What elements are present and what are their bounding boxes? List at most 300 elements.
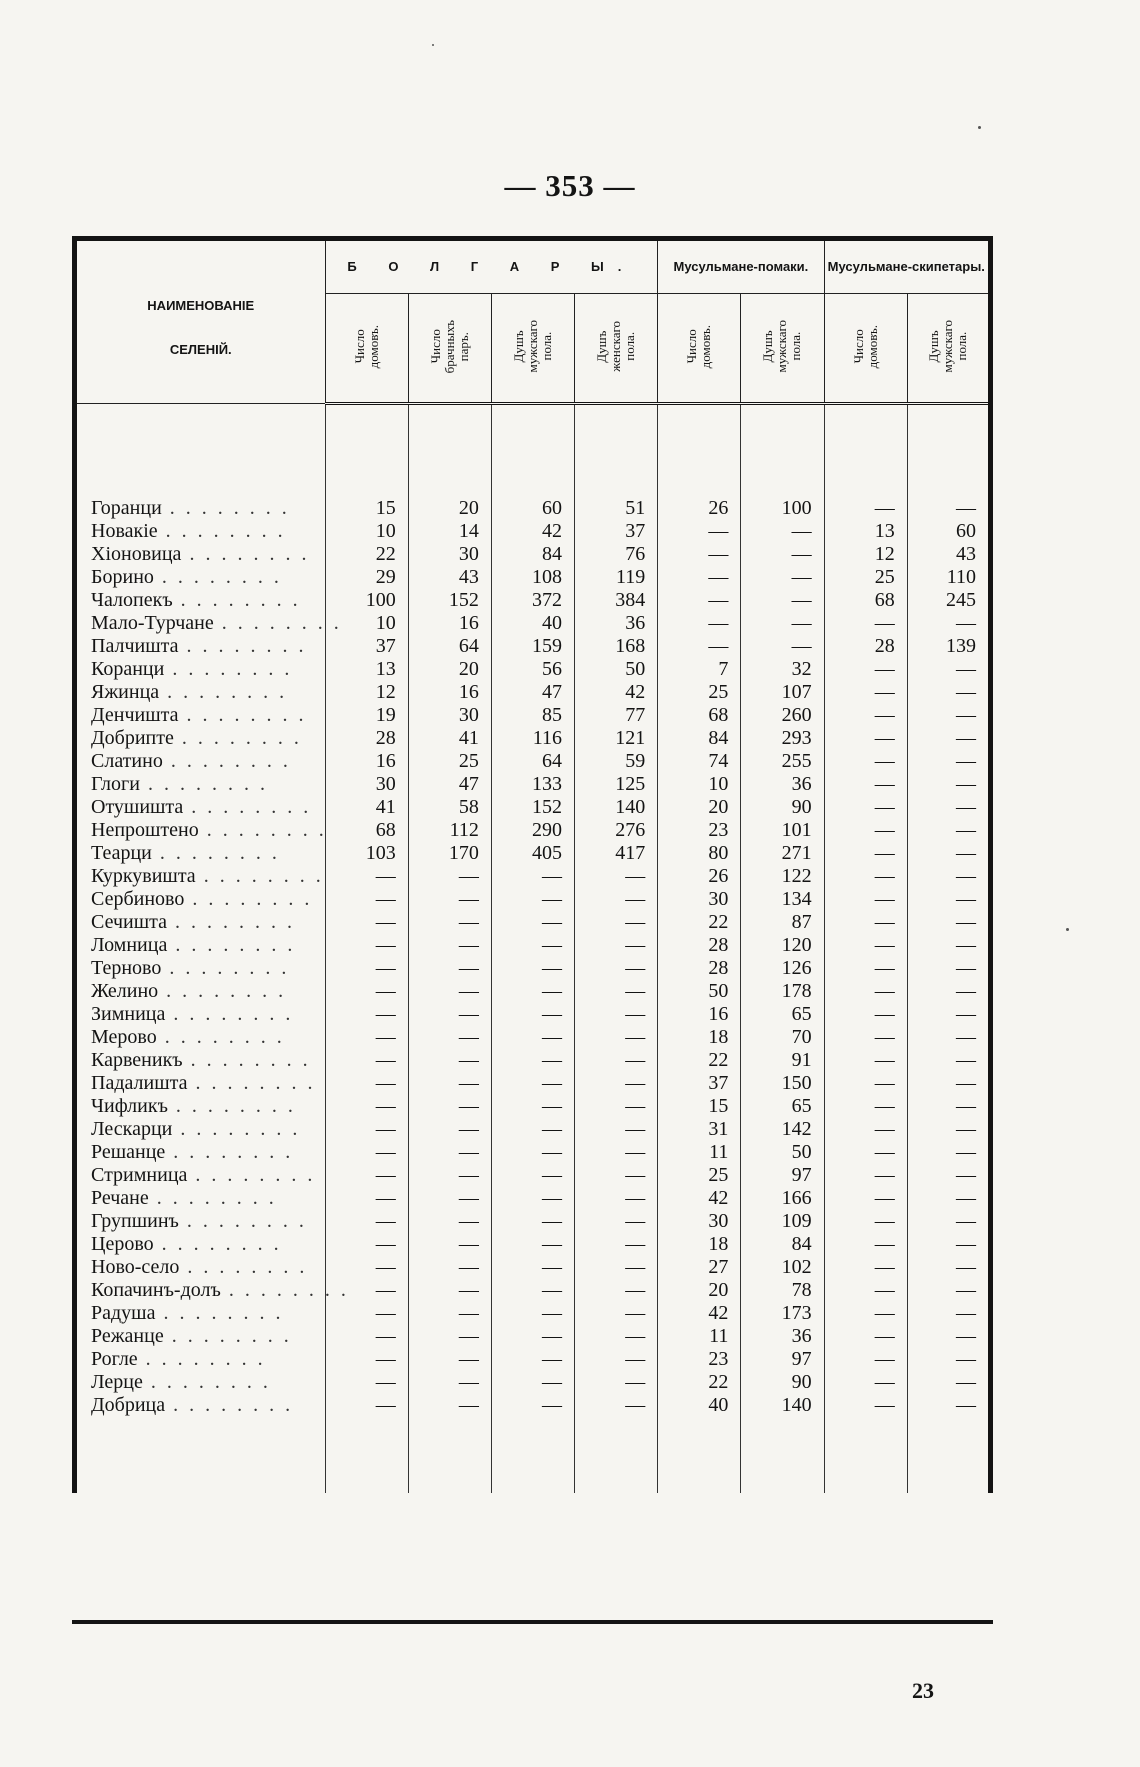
village-name-cell (75, 865, 326, 888)
value-cell: — (575, 1118, 658, 1141)
value-cell: 97 (741, 1348, 824, 1371)
leader-dots: . . . . . . . . (198, 819, 327, 841)
table-row (75, 612, 991, 635)
value-cell: — (325, 1302, 408, 1325)
value-cell: — (907, 865, 990, 888)
value-cell: 290 (491, 819, 574, 842)
value-cell: — (408, 911, 491, 934)
subcol-header (575, 294, 658, 404)
value-cell: 18 (658, 1233, 741, 1256)
village-name: Мерово (91, 1026, 157, 1048)
table-row (75, 681, 991, 704)
village-name-cell (75, 819, 326, 842)
leader-dots: . . . . . . . . (167, 1095, 296, 1117)
village-name-cell (75, 1210, 326, 1233)
value-cell: 152 (491, 796, 574, 819)
value-cell: — (408, 1049, 491, 1072)
value-cell: — (575, 1003, 658, 1026)
value-cell: — (907, 497, 990, 520)
table-row (75, 497, 991, 520)
leader-dots: . . . . . . . . (173, 727, 302, 749)
value-cell: — (408, 1394, 491, 1417)
value-cell: — (907, 1256, 990, 1279)
value-cell: — (408, 957, 491, 980)
value-cell: — (824, 934, 907, 957)
value-cell: 140 (575, 796, 658, 819)
spacer-cell (907, 404, 990, 498)
village-name: Палчишта (91, 635, 179, 657)
value-cell: — (408, 1118, 491, 1141)
value-cell: — (907, 1003, 990, 1026)
value-cell: 11 (658, 1141, 741, 1164)
table-row (75, 1279, 991, 1302)
value-cell: — (491, 1325, 574, 1348)
value-cell: — (325, 1233, 408, 1256)
table-row (75, 865, 991, 888)
value-cell: 31 (658, 1118, 741, 1141)
value-cell: 18 (658, 1026, 741, 1049)
value-cell: — (491, 1394, 574, 1417)
value-cell: 152 (408, 589, 491, 612)
value-cell: — (824, 1049, 907, 1072)
value-cell: — (325, 1256, 408, 1279)
value-cell: 32 (741, 658, 824, 681)
value-cell: — (491, 1095, 574, 1118)
value-cell: 13 (325, 658, 408, 681)
value-cell: 30 (658, 888, 741, 911)
value-cell: 47 (408, 773, 491, 796)
village-name-cell (75, 796, 326, 819)
value-cell: 372 (491, 589, 574, 612)
value-cell: 22 (658, 1371, 741, 1394)
village-name-cell (75, 1233, 326, 1256)
value-cell: — (575, 1049, 658, 1072)
village-name-cell (75, 911, 326, 934)
value-cell: 40 (491, 612, 574, 635)
value-cell: 28 (658, 957, 741, 980)
value-cell: — (575, 1279, 658, 1302)
spacer-row (75, 1417, 991, 1493)
value-cell: 90 (741, 1371, 824, 1394)
value-cell: — (575, 1302, 658, 1325)
value-cell: — (325, 1003, 408, 1026)
village-name: Терново (91, 957, 162, 979)
value-cell: 50 (741, 1141, 824, 1164)
leader-dots: . . . . . . . . (165, 1141, 294, 1163)
village-name: Режанце (91, 1325, 164, 1347)
leader-dots: . . . . . . . . (187, 1072, 316, 1094)
value-cell: 13 (824, 520, 907, 543)
table-row (75, 888, 991, 911)
village-name: Куркувишта (91, 865, 196, 887)
value-cell: 168 (575, 635, 658, 658)
value-cell: — (907, 1049, 990, 1072)
leader-dots: . . . . . . . . (164, 658, 293, 680)
value-cell: 64 (491, 750, 574, 773)
value-cell: 109 (741, 1210, 824, 1233)
value-cell: 36 (575, 612, 658, 635)
value-cell: — (658, 520, 741, 543)
value-cell: — (408, 934, 491, 957)
value-cell: — (907, 1026, 990, 1049)
value-cell: — (741, 520, 824, 543)
value-cell: 50 (575, 658, 658, 681)
spacer-cell (325, 404, 408, 498)
value-cell: 25 (824, 566, 907, 589)
value-cell: 15 (325, 497, 408, 520)
value-cell: 260 (741, 704, 824, 727)
value-cell: 16 (658, 1003, 741, 1026)
table-row (75, 1187, 991, 1210)
value-cell: — (824, 1325, 907, 1348)
value-cell: 42 (491, 520, 574, 543)
value-cell: — (325, 1210, 408, 1233)
value-cell: — (824, 911, 907, 934)
village-name: Глоги (91, 773, 140, 795)
value-cell: — (907, 773, 990, 796)
value-cell: — (408, 1026, 491, 1049)
value-cell: — (408, 1348, 491, 1371)
table-row (75, 934, 991, 957)
value-cell: — (325, 1279, 408, 1302)
leader-dots: . . . . . . . . (182, 1049, 311, 1071)
leader-dots: . . . . . . . . (165, 1394, 294, 1416)
leader-dots: . . . . . . . . (195, 865, 324, 887)
village-name: Ново-село (91, 1256, 180, 1278)
leader-dots: . . . . . . . . (172, 1118, 301, 1140)
value-cell: — (491, 1003, 574, 1026)
table-row (75, 589, 991, 612)
value-cell: 417 (575, 842, 658, 865)
value-cell: 140 (741, 1394, 824, 1417)
value-cell: — (408, 1095, 491, 1118)
value-cell: — (907, 1371, 990, 1394)
value-cell: 22 (658, 911, 741, 934)
value-cell: 16 (408, 681, 491, 704)
value-cell: — (907, 1325, 990, 1348)
table-row (75, 1049, 991, 1072)
value-cell: — (491, 888, 574, 911)
value-cell: — (658, 589, 741, 612)
village-name: Чифликъ (91, 1095, 168, 1117)
village-name-cell (75, 589, 326, 612)
value-cell: — (741, 543, 824, 566)
village-name-header-line2: СЕЛЕНІЙ. (169, 342, 232, 357)
subcol-header (491, 294, 574, 404)
value-cell: — (824, 1003, 907, 1026)
leader-dots: . . . . . . . . (148, 1187, 277, 1209)
village-name-cell (75, 1026, 326, 1049)
value-cell: — (907, 1164, 990, 1187)
value-cell: — (824, 957, 907, 980)
value-cell: — (575, 1095, 658, 1118)
village-name: Ломница (91, 934, 168, 956)
value-cell: 36 (741, 1325, 824, 1348)
value-cell: — (408, 980, 491, 1003)
value-cell: — (907, 1233, 990, 1256)
value-cell: 12 (824, 543, 907, 566)
value-cell: — (408, 1164, 491, 1187)
value-cell: 100 (325, 589, 408, 612)
value-cell: 70 (741, 1026, 824, 1049)
village-name-cell (75, 704, 326, 727)
value-cell: — (824, 1210, 907, 1233)
village-name: Сечишта (91, 911, 167, 933)
value-cell: — (491, 934, 574, 957)
subcol-header-text: Душъ мужскаго пола. (925, 320, 969, 373)
value-cell: — (491, 1279, 574, 1302)
village-name: Денчишта (91, 704, 179, 726)
spacer-cell (575, 404, 658, 498)
group-header-bulgarians: Б О Л Г А Р Ы. (325, 239, 658, 294)
value-cell: — (824, 980, 907, 1003)
value-cell: — (741, 589, 824, 612)
value-cell: — (325, 1141, 408, 1164)
village-name: Карвеникъ (91, 1049, 183, 1071)
village-name: Коранци (91, 658, 165, 680)
value-cell: — (491, 980, 574, 1003)
value-cell: — (408, 1141, 491, 1164)
subcol-header (741, 294, 824, 404)
value-cell: — (907, 704, 990, 727)
leader-dots: . . . . . . . . (161, 957, 290, 979)
value-cell: 23 (658, 1348, 741, 1371)
value-cell: — (907, 658, 990, 681)
leader-dots: . . . . . . . . (181, 543, 310, 565)
leader-dots: . . . . . . . . (153, 1233, 282, 1255)
village-name: Горанци (91, 497, 162, 519)
value-cell: — (491, 1072, 574, 1095)
value-cell: 7 (658, 658, 741, 681)
subcol-header-text: Число брачныхъ паръ. (427, 319, 471, 374)
value-cell: — (907, 1072, 990, 1095)
table-row (75, 957, 991, 980)
leader-dots: . . . . . . . . (167, 911, 295, 933)
value-cell: 121 (575, 727, 658, 750)
value-cell: — (824, 842, 907, 865)
value-cell: — (907, 1394, 990, 1417)
village-name-cell (75, 750, 326, 773)
value-cell: — (575, 1210, 658, 1233)
value-cell: 116 (491, 727, 574, 750)
value-cell: 101 (741, 819, 824, 842)
village-name-cell (75, 980, 326, 1003)
village-name: Стримница (91, 1164, 188, 1186)
value-cell: 27 (658, 1256, 741, 1279)
value-cell: — (325, 1095, 408, 1118)
village-name: Добрипте (91, 727, 174, 749)
spacer-cell (741, 404, 824, 498)
value-cell: — (408, 1072, 491, 1095)
value-cell: — (824, 727, 907, 750)
spacer-cell (75, 1417, 326, 1493)
leader-dots: . . . . . . . . (151, 842, 280, 864)
value-cell: — (824, 1348, 907, 1371)
subcol-header (907, 294, 990, 404)
value-cell: 150 (741, 1072, 824, 1095)
value-cell: — (325, 1394, 408, 1417)
table-row (75, 1026, 991, 1049)
value-cell: — (408, 1302, 491, 1325)
value-cell: — (408, 1371, 491, 1394)
leader-dots: . . . . . . . . (162, 750, 291, 772)
value-cell: 41 (325, 796, 408, 819)
village-name-cell (75, 1394, 326, 1417)
value-cell: 100 (741, 497, 824, 520)
subcol-header (325, 294, 408, 404)
value-cell: — (824, 1302, 907, 1325)
value-cell: — (491, 1026, 574, 1049)
value-cell: 74 (658, 750, 741, 773)
value-cell: — (824, 773, 907, 796)
village-name-cell (75, 681, 326, 704)
value-cell: 166 (741, 1187, 824, 1210)
value-cell: — (824, 1164, 907, 1187)
value-cell: — (325, 934, 408, 957)
table-row (75, 1394, 991, 1417)
village-name: Зимница (91, 1003, 166, 1025)
leader-dots: . . . . . . . . (178, 635, 307, 657)
value-cell: — (491, 1233, 574, 1256)
village-name-cell (75, 1049, 326, 1072)
value-cell: 68 (325, 819, 408, 842)
value-cell: — (824, 1394, 907, 1417)
village-name: Чалопекъ (91, 589, 173, 611)
value-cell: 10 (325, 520, 408, 543)
village-name: Непроштено (91, 819, 199, 841)
table-row (75, 704, 991, 727)
village-name-cell (75, 543, 326, 566)
value-cell: — (325, 1187, 408, 1210)
value-cell: 12 (325, 681, 408, 704)
table-row (75, 911, 991, 934)
value-cell: — (741, 566, 824, 589)
value-cell: 103 (325, 842, 408, 865)
value-cell: 37 (575, 520, 658, 543)
value-cell: — (491, 1187, 574, 1210)
village-name-cell (75, 1256, 326, 1279)
value-cell: 84 (658, 727, 741, 750)
value-cell: — (408, 1233, 491, 1256)
leader-dots: . . . . . . . . (213, 612, 342, 634)
value-cell: 41 (408, 727, 491, 750)
village-name-cell (75, 1279, 349, 1302)
value-cell: — (824, 1095, 907, 1118)
value-cell: 26 (658, 497, 741, 520)
village-name: Групшинъ (91, 1210, 179, 1232)
value-cell: — (741, 635, 824, 658)
value-cell: 26 (658, 865, 741, 888)
value-cell: — (575, 1371, 658, 1394)
value-cell: — (907, 796, 990, 819)
table-row (75, 658, 991, 681)
value-cell: 42 (658, 1302, 741, 1325)
value-cell: 58 (408, 796, 491, 819)
table-row (75, 1371, 991, 1394)
value-cell: 11 (658, 1325, 741, 1348)
value-cell: — (575, 1233, 658, 1256)
village-name-cell (75, 934, 326, 957)
value-cell: — (824, 1118, 907, 1141)
value-cell: — (741, 612, 824, 635)
value-cell: — (824, 658, 907, 681)
value-cell: 10 (325, 612, 408, 635)
value-cell: 405 (491, 842, 574, 865)
value-cell: — (824, 1279, 907, 1302)
value-cell: 60 (907, 520, 990, 543)
value-cell: 28 (325, 727, 408, 750)
value-cell: — (824, 888, 907, 911)
value-cell: — (575, 911, 658, 934)
value-cell: 37 (325, 635, 408, 658)
subcol-header-text: Душъ мужскаго пола. (760, 320, 804, 373)
group-header-skipetars: Мусульмане-скипетары. (824, 239, 990, 294)
value-cell: — (658, 635, 741, 658)
value-cell: 133 (491, 773, 574, 796)
value-cell: 40 (658, 1394, 741, 1417)
settlements-table-wrapper (72, 236, 993, 1623)
value-cell: 77 (575, 704, 658, 727)
village-name: Рогле (91, 1348, 138, 1370)
value-cell: — (907, 1348, 990, 1371)
table-row (75, 842, 991, 865)
value-cell: — (575, 1072, 658, 1095)
value-cell: 60 (491, 497, 574, 520)
value-cell: — (408, 1256, 491, 1279)
value-cell: — (907, 1187, 990, 1210)
value-cell: 20 (658, 796, 741, 819)
table-row (75, 819, 991, 842)
village-name-cell (75, 1164, 326, 1187)
value-cell: — (325, 1049, 408, 1072)
spacer-cell (491, 404, 574, 498)
value-cell: 126 (741, 957, 824, 980)
spacer-row (75, 404, 991, 498)
value-cell: 85 (491, 704, 574, 727)
value-cell: 91 (741, 1049, 824, 1072)
value-cell: 10 (658, 773, 741, 796)
value-cell: — (907, 612, 990, 635)
village-name: Хіоновица (91, 543, 182, 565)
table-row (75, 727, 991, 750)
value-cell: 16 (325, 750, 408, 773)
village-name: Падалишта (91, 1072, 188, 1094)
village-name-cell (75, 1187, 326, 1210)
value-cell: 20 (658, 1279, 741, 1302)
village-name-cell (75, 1072, 326, 1095)
value-cell: — (575, 888, 658, 911)
value-cell: — (325, 911, 408, 934)
table-row (75, 543, 991, 566)
village-name: Отушишта (91, 796, 184, 818)
table-row (75, 520, 991, 543)
value-cell: — (907, 727, 990, 750)
value-cell: — (824, 796, 907, 819)
village-name-cell (75, 1348, 326, 1371)
value-cell: — (491, 1348, 574, 1371)
value-cell: 22 (325, 543, 408, 566)
subcol-header-text: Число домовъ. (351, 324, 381, 369)
value-cell: 122 (741, 865, 824, 888)
value-cell: — (907, 681, 990, 704)
value-cell: — (824, 612, 907, 635)
value-cell: 25 (658, 1164, 741, 1187)
value-cell: — (824, 1256, 907, 1279)
village-name: Мало-Турчане (91, 612, 214, 634)
value-cell: 108 (491, 566, 574, 589)
village-name: Решанце (91, 1141, 166, 1163)
value-cell: — (907, 1210, 990, 1233)
